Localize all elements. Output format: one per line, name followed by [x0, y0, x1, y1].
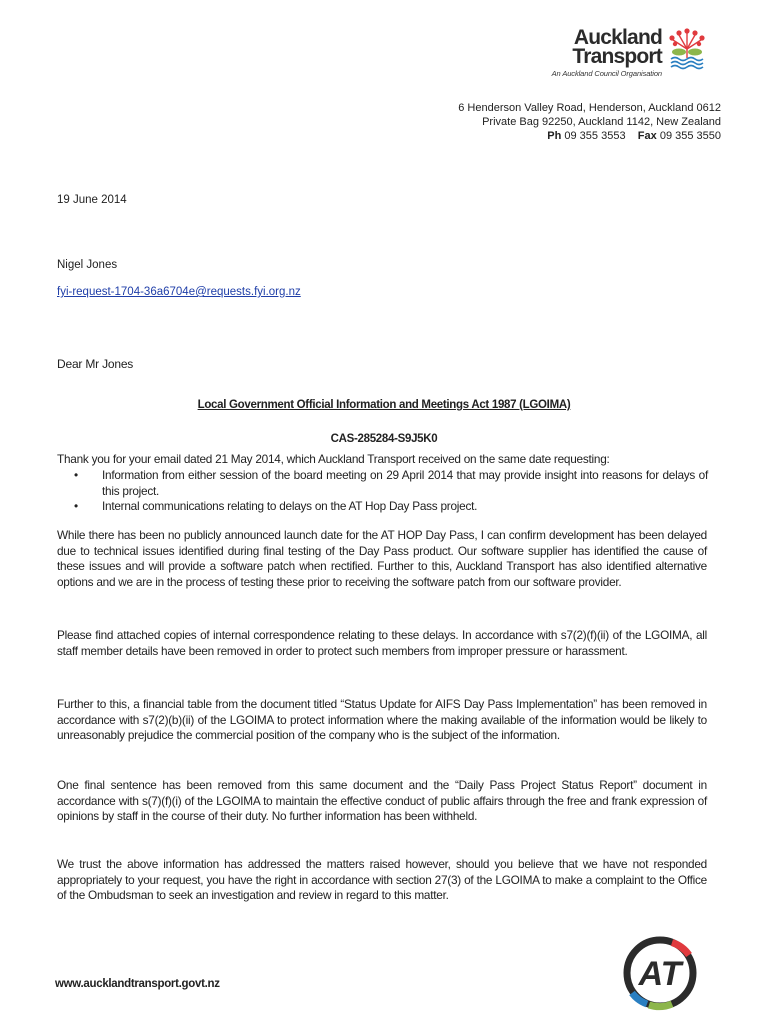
paragraph-final-sentence: One final sentence has been removed from this same document and the “Daily Pass Project Status Report” document in accordance with s(7)(f)(i) of the LGOIMA to maintain the effective conduct of public affairs through the free and frank expression of opinions by staff in the course of their duty. No further information has been withheld.	[57, 778, 707, 824]
org-name-line1: Auckland	[573, 26, 662, 49]
org-subtitle: An Auckland Council Organisation	[551, 69, 662, 78]
pohutukawa-flower-icon	[667, 27, 707, 71]
website-link[interactable]: www.aucklandtransport.govt.nz	[55, 978, 220, 990]
org-name-line2: Transport	[572, 45, 662, 68]
recipient-email-link[interactable]: fyi-request-1704-36a6704e@requests.fyi.org.nz	[57, 286, 301, 298]
contact-numbers	[458, 129, 721, 143]
address-line-2: Private Bag 92250, Auckland 1142, New Zealand	[482, 116, 721, 128]
list-item-text: Internal communications relating to delays on the AT Hop Day Pass project.	[102, 499, 478, 514]
request-list	[72, 468, 708, 515]
fax-label: Fax	[637, 130, 657, 142]
salutation: Dear Mr Jones	[57, 357, 134, 371]
address-line-1: 6 Henderson Valley Road, Henderson, Auckland 0612	[458, 102, 721, 114]
at-logo-text: AT	[638, 955, 682, 993]
at-logo-icon	[620, 933, 700, 1013]
sender-address	[458, 101, 721, 143]
letter-subject: Local Government Official Information and Meetings Act 1987 (LGOIMA)	[197, 399, 571, 411]
letter-date: 19 June 2014	[57, 194, 127, 206]
list-item-text: Information from either session of the board meeting on 29 April 2014 that may provide insight into reasons for delays of this project.	[102, 468, 708, 498]
fax-number: 09 355 3550	[659, 130, 721, 142]
bullet-icon: •	[74, 468, 78, 482]
bullet-icon: •	[74, 499, 78, 514]
paragraph-ombudsman: We trust the above information has addressed the matters raised however, should you believe that we have not responded appropriately to your request, you have the right in accordance with section 27(3) of the LGOIMA to make a complaint to the Office of the Ombudsman to seek an investigation and review in regard to this matter.	[57, 857, 707, 903]
case-reference: CAS-285284-S9J5K0	[330, 433, 438, 445]
auckland-transport-wordmark	[552, 28, 662, 78]
phone-number: 09 355 3553	[564, 130, 626, 142]
phone-label: Ph	[547, 130, 562, 142]
paragraph-attached-correspondence: Please find attached copies of internal correspondence relating to these delays. In accordance with s7(2)(f)(ii) of the LGOIMA, all staff member details have been removed in order to protect such members from improper pressure or harassment.	[57, 628, 707, 658]
paragraph-financial-table: Further to this, a financial table from the document titled “Status Update for AIFS Day Pass Implementation” has been removed in accordance with s7(2)(b)(ii) of the LGOIMA to protect information where the making available of the information would be likely to unreasonably prejudice the commercial position of the company who is the subject of the information.	[57, 697, 707, 743]
paragraph-delay-explanation: While there has been no publicly announced launch date for the AT HOP Day Pass, I can confirm development has been delayed due to technical issues identified during final testing of the Day Pass product. Our software supplier has identified the cause of these issues and will provide a software patch when rectified. Further to this, Auckland Transport has also identified alternative options and we are in the process of testing these prior to receiving the software patch from our software provider.	[57, 528, 707, 589]
intro-paragraph: Thank you for your email dated 21 May 2014, which Auckland Transport received on the same date requesting:	[57, 452, 610, 466]
list-item	[72, 468, 708, 499]
recipient-name: Nigel Jones	[57, 259, 118, 271]
list-item	[72, 499, 708, 515]
